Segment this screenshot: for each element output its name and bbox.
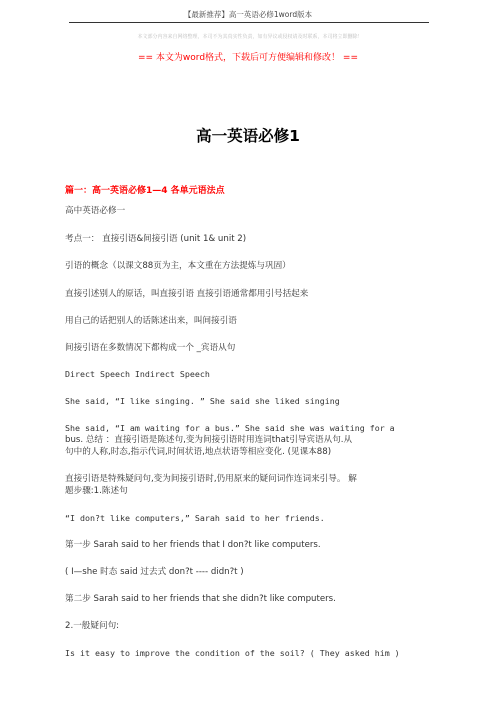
paragraph-line: She said, “I am waiting for a bus.” She said she was waiting for a [65, 423, 395, 433]
text-line: Is it easy to improve the condition of the soil? ( They asked him ) [65, 648, 400, 658]
text-line: 直接引述别人的原话，叫直接引语 直接引语通常都用引号括起来 [65, 289, 309, 299]
paragraph-line: 句中的人称,时态,指示代词,时间状语,地点状语等相应变化. (见课本88) [65, 447, 332, 457]
text-line: 第二步 Sarah said to her friends that she didn?t like computers. [65, 594, 336, 604]
section-subheading: 篇一：高一英语必修1—4 各单元语法点 [65, 186, 225, 196]
text-line: 引语的概念（以课文88页为主，本文重在方法提炼与巩固） [65, 261, 291, 271]
text-line: Direct Speech Indirect Speech [65, 369, 210, 379]
text-line: 考点一： 直接引语&间接引语 (unit 1& unit 2) [65, 234, 247, 244]
text-line: ( I—she 时态 said 过去式 don?t ---- didn?t ) [65, 567, 244, 577]
text-line: 用自己的话把别人的话陈述出来，叫间接引语 [65, 316, 237, 326]
header-divider [69, 22, 429, 23]
paragraph-line: bus. 总结 ：直接引语是陈述句,变为间接引语时用连词that引导宾语从句.从 [65, 435, 353, 445]
text-line: 2.一般疑问句: [65, 621, 120, 631]
paragraph-line: 直接引语是特殊疑问句,变为间接引语时,仍用原来的疑问词作连词来引导。 解 [65, 474, 357, 484]
text-line: 第一步 Sarah said to her friends that I don?t like computers. [65, 540, 321, 550]
text-line: She said, “I like singing. ” She said she liked singing [65, 396, 340, 406]
text-line: “I don?t like computers,” Sarah said to her friends. [65, 513, 325, 523]
word-format-banner: == 本文为word格式，下载后可方便编辑和修改！ == [137, 53, 358, 63]
text-line: 间接引语在多数情况下都构成一个 _宾语从句 [65, 343, 236, 353]
page-header-title: 【最新推荐】高一英语必修1word版本 [183, 10, 313, 19]
text-line: 高中英语必修一 [65, 206, 126, 216]
copyright-notice: 本文部分内容来自网络整理，本司不为其真实性负责，如有异议或侵权请及时联系，本司将立即删除！ [137, 34, 363, 40]
paragraph-line: 题步骤:1.陈述句 [65, 486, 128, 496]
document-title: 高一英语必修1 [196, 127, 300, 145]
